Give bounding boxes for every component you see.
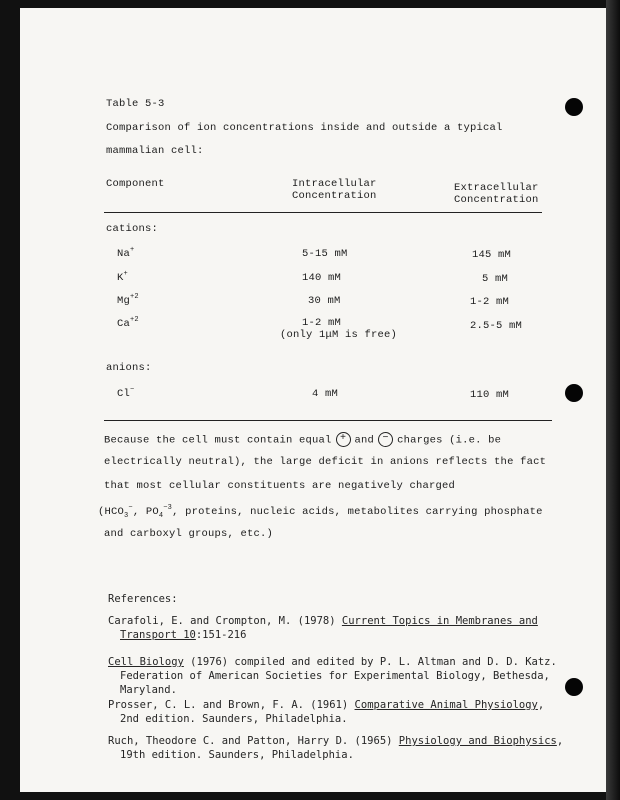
table-label: Table 5-3 (106, 98, 165, 110)
table-caption-line2: mammalian cell: (106, 145, 204, 157)
ca-intra-value: 1-2 mM (302, 317, 342, 329)
header-extracellular-concentration: Concentration (454, 194, 539, 206)
paragraph-line2: electrically neutral), the large deficit in anions reflects the fact (104, 456, 547, 468)
header-divider (104, 212, 542, 213)
reference-item: Carafoli, E. and Crompton, M. (1978) Current Topics in Membranes and Transport 10:151-216 (108, 615, 538, 641)
header-intracellular-concentration: Concentration (292, 190, 377, 202)
binder-hole (565, 678, 583, 696)
reference-item: Ruch, Theodore C. and Patton, Harry D. (1965) Physiology and Biophysics, 19th edition. Saunders, Philadelphia. (108, 735, 564, 761)
mg-intra-value: 30 mM (308, 295, 341, 307)
cations-label: cations: (106, 223, 159, 235)
paragraph-line1: Because the cell must contain equal + and − charges (i.e. be (104, 433, 502, 447)
ion-cl: Cl− (117, 386, 135, 400)
cl-extra-value: 110 mM (470, 389, 510, 401)
paragraph-line4: ($HCO_3^-$, $PO_4^{-3}$, proteins, nucleic acids, metabolites carrying phosphate (98, 504, 543, 520)
table-caption-line1: Comparison of ion concentrations inside and outside a typical (106, 122, 503, 134)
ion-mg: $Mg^{+2}$ (117, 293, 139, 307)
plus-circle-icon: + (336, 432, 351, 447)
paragraph-line3: that most cellular constituents are negatively charged (104, 480, 456, 492)
document-page (20, 8, 606, 792)
ca-extra-value: 2.5-5 mM (470, 320, 523, 332)
page-edge-shadow (606, 0, 620, 800)
anions-label: anions: (106, 362, 152, 374)
ion-na: Na+ (117, 246, 135, 260)
paragraph-line5: and carboxyl groups, etc.) (104, 528, 274, 540)
references-heading: References: (108, 593, 178, 605)
header-component: Component (106, 178, 165, 190)
table-bottom-rule (104, 420, 552, 421)
binder-hole (565, 384, 583, 402)
cl-intra-value: 4 mM (312, 388, 339, 400)
reference-item: Prosser, C. L. and Brown, F. A. (1961) Comparative Animal Physiology, 2nd edition. Saunders, Philadelphia. (108, 699, 545, 725)
ca-free-note: (only 1μM is free) (280, 329, 398, 341)
reference-item: Cell Biology (1976) compiled and edited by P. L. Altman and D. D. Katz. Federation of American Societies for Experimental Biology, Bethesda, Maryland. (108, 656, 557, 696)
binder-hole (565, 98, 583, 116)
na-extra-value: 145 mM (472, 249, 512, 261)
na-intra-value: 5-15 mM (302, 248, 348, 260)
minus-circle-icon: − (378, 432, 393, 447)
k-extra-value: 5 mM (482, 273, 509, 285)
header-intracellular: Intracellular (292, 178, 377, 190)
header-extracellular: Extracellular (454, 182, 539, 194)
ion-k: K+ (117, 270, 128, 284)
ion-ca: $Ca^{+2}$ (117, 316, 139, 330)
mg-extra-value: 1-2 mM (470, 296, 510, 308)
k-intra-value: 140 mM (302, 272, 342, 284)
